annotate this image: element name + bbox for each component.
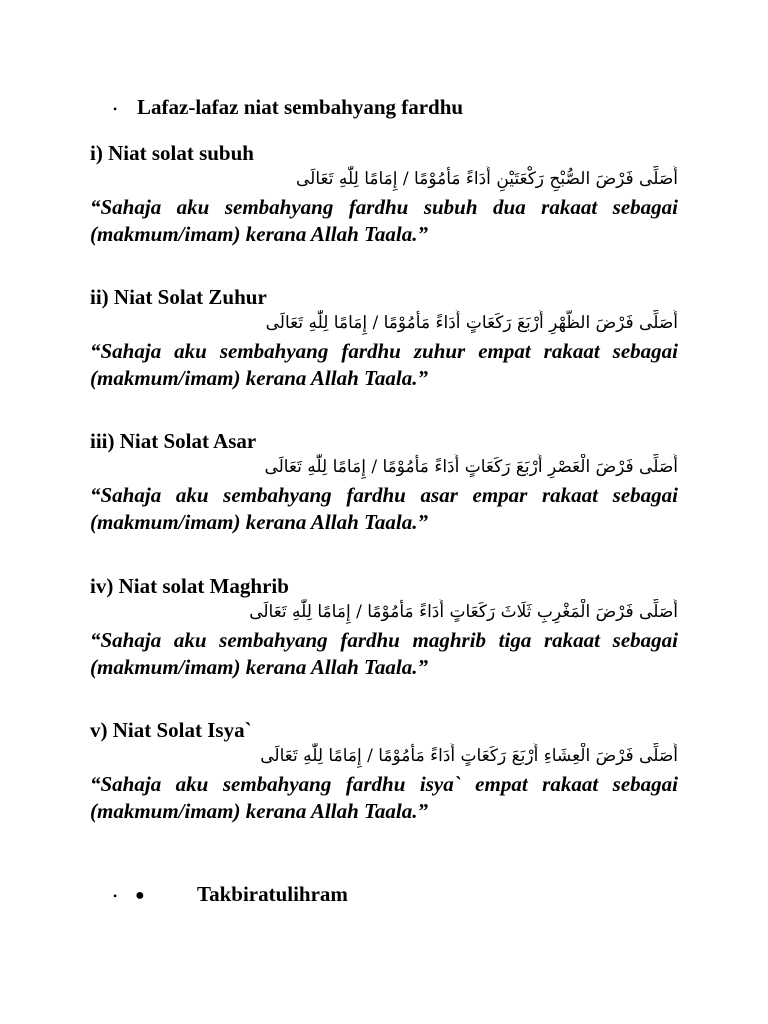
takbiratulihram-title: Takbiratulihram (197, 882, 348, 906)
translation-text: “Sahaja aku sembahyang fardhu asar empar rakaat sebagai (makmum/imam) kerana Allah Taala.” (90, 483, 678, 534)
translation-text: “Sahaja aku sembahyang fardhu zuhur empat rakaat sebagai (makmum/imam) kerana Allah Taala.” (90, 339, 678, 390)
section-title: iv) Niat solat Maghrib (90, 574, 289, 598)
section-isya (90, 717, 678, 825)
arabic-niat: أُصَلِّى فَرْضَ الْعِشَاءِ أَرْبَعَ رَكَعَاتٍ أَدَاءً مَأْمُوْمًا / إِمَامًا لِلّٰهِ تَعَالَى (260, 746, 678, 766)
round-bullet-icon: ● (135, 887, 145, 905)
translation-text: “Sahaja aku sembahyang fardhu maghrib tiga rakaat sebagai (makmum/imam) kerana Allah Taala.” (90, 628, 678, 679)
heading-bullet-item (113, 94, 463, 122)
arabic-niat: أُصَلِّى فَرْضَ الْعَصْرِ أَرْبَعَ رَكَعَاتٍ أَدَاءً مَأْمُوْمًا / إِمَامًا لِلّٰهِ تَعَالَى (264, 457, 678, 477)
section-title: ii) Niat Solat Zuhur (90, 285, 267, 309)
section-title: v) Niat Solat Isya` (90, 718, 252, 742)
bullet-icon: • (113, 102, 118, 117)
bullet-icon: • (113, 889, 118, 904)
arabic-niat: أُصَلِّى فَرْضَ الظُّهْرِ أَرْبَعَ رَكَعَاتٍ أَدَاءً مَأْمُوْمًا / إِمَامًا لِلّٰهِ تَعَالَى (265, 313, 678, 333)
section-title: iii) Niat Solat Asar (90, 429, 257, 453)
takbiratulihram-bullet-item (113, 881, 348, 909)
arabic-niat: أُصَلِّى فَرْضَ الْمَغْرِبِ ثَلَاثَ رَكَعَاتٍ أَدَاءً مَأْمُوْمًا / إِمَامًا لِلّٰهِ تَعَالَى (249, 602, 678, 622)
section-title: i) Niat solat subuh (90, 141, 254, 165)
section-zuhur (90, 284, 678, 392)
heading-title: Lafaz-lafaz niat sembahyang fardhu (137, 95, 464, 119)
translation-text: “Sahaja aku sembahyang fardhu subuh dua rakaat sebagai (makmum/imam) kerana Allah Taala.” (90, 195, 678, 246)
translation-text: “Sahaja aku sembahyang fardhu isya` empat rakaat sebagai (makmum/imam) kerana Allah Taala.” (90, 772, 678, 823)
section-maghrib (90, 573, 678, 681)
section-subuh (90, 140, 678, 248)
arabic-niat: أُصَلِّى فَرْضَ الصُّبْحِ رَكْعَتَيْنِ أَدَاءً مَأْمُوْمًا / إِمَامًا لِلّٰهِ تَعَالَى (296, 169, 678, 189)
section-asar (90, 428, 678, 536)
